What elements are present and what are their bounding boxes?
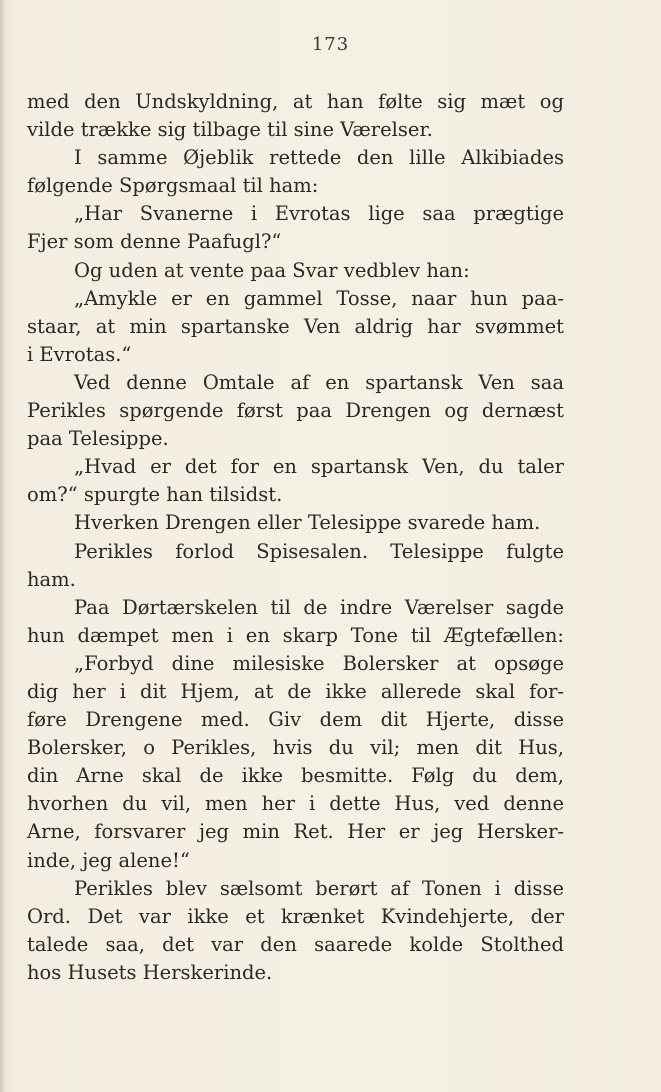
text-line: Og uden at vente paa Svar vedblev han: <box>74 258 470 282</box>
text-line: hos Husets Herskerinde. <box>27 960 273 984</box>
text-line: „Forbyd dine milesiske Bolersker at opsøge <box>74 651 564 675</box>
text-line: Fjer som denne Paafugl?“ <box>27 230 282 254</box>
text-line: hvorhen du vil, men her i dette Hus, ved denne <box>27 792 564 816</box>
text-line: Hverken Drengen eller Telesippe svarede ham. <box>74 511 541 535</box>
text-line: i Evrotas.“ <box>27 342 132 366</box>
text-line: vilde trække sig tilbage til sine Værelser. <box>27 118 433 142</box>
text-line: staar, at min spartanske Ven aldrig har svømmet <box>27 314 564 338</box>
binding-edge <box>0 0 6 1092</box>
text-line: I samme Øjeblik rettede den lille Alkibiades <box>74 146 564 170</box>
text-line: Perikles spørgende først paa Drengen og dernæst <box>27 399 564 423</box>
text-line: Bolersker, o Perikles, hvis du vil; men dit Hus, <box>27 736 564 760</box>
page-number: 173 <box>311 34 350 55</box>
text-line: dig her i dit Hjem, at de ikke allerede skal for- <box>27 679 564 703</box>
text-line: om?“ spurgte han tilsidst. <box>27 483 283 507</box>
text-line: Ord. Det var ikke et krænket Kvindehjerte, der <box>27 904 564 928</box>
text-line: Perikles blev sælsomt berørt af Tonen i disse <box>74 876 564 900</box>
text-line: hun dæmpet men i en skarp Tone til Ægtefællen: <box>27 623 564 647</box>
body-text <box>27 88 564 987</box>
text-line: Perikles forlod Spisesalen. Telesippe fulgte <box>74 539 564 563</box>
text-line: ham. <box>27 567 76 591</box>
text-line: „Har Svanerne i Evrotas lige saa prægtige <box>74 202 564 226</box>
text-line: „Amykle er en gammel Tosse, naar hun paa- <box>74 286 564 310</box>
text-line: inde, jeg alene!“ <box>27 848 190 872</box>
text-line: følgende Spørgsmaal til ham: <box>27 174 319 198</box>
text-line: Paa Dørtærskelen til de indre Værelser sagde <box>74 595 564 619</box>
text-line: din Arne skal de ikke besmitte. Følg du dem, <box>27 764 564 788</box>
text-line: talede saa, det var den saarede kolde Stolthed <box>27 932 564 956</box>
text-line: føre Drengene med. Giv dem dit Hjerte, disse <box>27 708 564 732</box>
text-line: med den Undskyldning, at han følte sig mæt og <box>27 90 564 113</box>
text-line: Ved denne Omtale af en spartansk Ven saa <box>74 370 564 394</box>
text-line: Arne, forsvarer jeg min Ret. Her er jeg Hersker- <box>27 820 564 844</box>
text-line: paa Telesippe. <box>27 427 169 451</box>
text-line: „Hvad er det for en spartansk Ven, du taler <box>74 455 564 479</box>
